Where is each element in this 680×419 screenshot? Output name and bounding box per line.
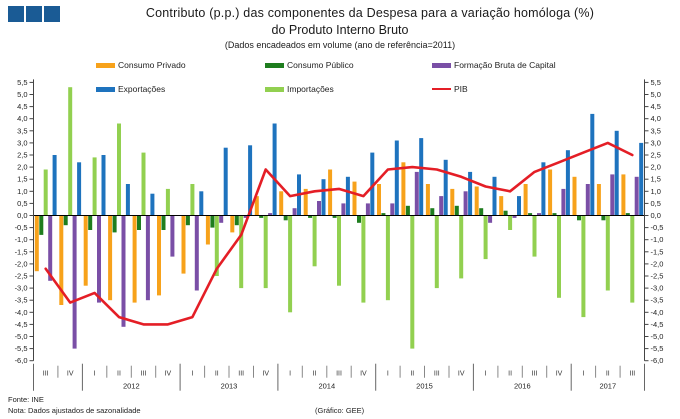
legend-label: Formação Bruta de Capital (454, 60, 556, 70)
bar-forma-o-bruta-de-capital (146, 216, 150, 301)
y-tick-label-right: 3,5 (650, 126, 661, 136)
bar-consumo-privado (353, 182, 357, 216)
bar-forma-o-bruta-de-capital (390, 203, 394, 215)
x-quarter-label: II (605, 370, 610, 378)
y-tick-label-right: 5,5 (650, 77, 661, 87)
bar-exporta-es (273, 124, 277, 216)
chart-title-line2: do Produto Interno Bruto (271, 23, 409, 37)
x-year-label: 2015 (416, 381, 433, 391)
bar-consumo-p-blico (357, 216, 361, 223)
bar-forma-o-bruta-de-capital (341, 203, 345, 215)
y-tick-label-right: -1,0 (650, 235, 664, 245)
y-tick-label-left: -1,5 (14, 247, 28, 257)
bar-exporta-es (126, 184, 130, 216)
bar-consumo-privado (84, 216, 88, 286)
y-tick-label-left: -5,5 (14, 344, 28, 354)
y-tick-label-left: -5,0 (14, 332, 28, 341)
bar-consumo-p-blico (284, 216, 288, 221)
bar-consumo-privado (597, 184, 601, 216)
legend-label: Consumo Privado (118, 60, 186, 70)
y-tick-label-left: 0,0 (17, 211, 28, 220)
source-note: Fonte: INE (8, 395, 44, 404)
x-quarter-label: II (410, 370, 415, 378)
x-quarter-label: IV (164, 370, 172, 378)
legend-label: Exportações (118, 84, 166, 94)
bar-exporta-es (322, 179, 326, 215)
bar-importa-es (93, 157, 97, 215)
y-tick-label-right: -6,0 (650, 356, 664, 366)
y-tick-label-right: 3,0 (650, 138, 661, 148)
bar-consumo-p-blico (186, 216, 190, 226)
bar-importa-es (68, 87, 72, 215)
x-quarter-label: I (582, 370, 585, 378)
x-quarter-label: III (531, 370, 538, 378)
x-quarter-label: III (42, 370, 49, 378)
bar-consumo-privado (133, 216, 137, 303)
x-quarter-label: III (238, 370, 245, 378)
bar-forma-o-bruta-de-capital (73, 216, 77, 349)
y-tick-label-left: 3,5 (17, 126, 28, 136)
bar-consumo-privado (548, 170, 552, 216)
bar-importa-es (557, 216, 561, 298)
bar-consumo-p-blico (577, 216, 581, 221)
bar-importa-es (533, 216, 537, 257)
y-tick-label-left: 5,5 (17, 77, 28, 87)
bar-forma-o-bruta-de-capital (561, 189, 565, 216)
y-tick-label-left: 1,0 (17, 186, 28, 196)
y-tick-label-left: 2,5 (17, 150, 28, 160)
y-tick-label-left: -1,0 (14, 235, 28, 245)
bar-importa-es (117, 124, 121, 216)
bar-importa-es (606, 216, 610, 291)
x-quarter-label: III (140, 370, 147, 378)
bar-consumo-p-blico (504, 211, 508, 216)
bar-forma-o-bruta-de-capital (439, 196, 443, 215)
y-tick-label-right: 4,0 (650, 114, 661, 124)
y-tick-label-left: -4,5 (14, 319, 28, 329)
y-tick-label-left: -0,5 (14, 223, 28, 233)
bar-exporta-es (224, 148, 228, 216)
bar-consumo-privado (426, 184, 430, 216)
bar-importa-es (410, 216, 414, 349)
bar-consumo-p-blico (39, 216, 43, 235)
bar-exporta-es (199, 191, 203, 215)
bar-importa-es (459, 216, 463, 279)
bar-importa-es (288, 216, 292, 313)
bar-consumo-privado (377, 184, 381, 216)
y-tick-label-right: 2,5 (650, 150, 661, 160)
y-tick-label-right: 5,0 (650, 90, 661, 99)
bar-importa-es (435, 216, 439, 289)
y-tick-label-left: -2,0 (14, 259, 28, 269)
x-quarter-label: II (214, 370, 219, 378)
bar-consumo-p-blico (137, 216, 141, 231)
x-quarter-label: I (289, 370, 292, 378)
bar-importa-es (337, 216, 341, 286)
bar-consumo-p-blico (210, 216, 214, 228)
bar-consumo-privado (499, 196, 503, 215)
x-quarter-label: III (433, 370, 440, 378)
bar-forma-o-bruta-de-capital (366, 203, 370, 215)
bar-consumo-privado (401, 162, 405, 215)
x-year-label: 2012 (122, 381, 140, 391)
bar-consumo-p-blico (430, 208, 434, 215)
y-tick-label-right: 0,0 (650, 211, 661, 220)
bar-forma-o-bruta-de-capital (586, 184, 590, 216)
y-tick-label-right: 4,5 (650, 102, 661, 112)
x-quarter-label: IV (360, 370, 367, 378)
chart-subtitle: (Dados encadeados em volume (ano de referência=2011) (224, 40, 456, 50)
bar-exporta-es (590, 114, 594, 216)
y-tick-label-right: -4,5 (650, 319, 664, 329)
bar-forma-o-bruta-de-capital (488, 216, 492, 223)
bar-forma-o-bruta-de-capital (415, 172, 419, 216)
legend-label: PIB (454, 84, 468, 94)
bar-forma-o-bruta-de-capital (610, 174, 614, 215)
bar-consumo-p-blico (406, 206, 410, 216)
y-tick-label-right: -5,0 (650, 332, 664, 341)
bar-exporta-es (53, 155, 57, 216)
y-tick-label-left: -4,0 (14, 307, 28, 317)
bar-exporta-es (639, 143, 643, 216)
y-tick-label-left: -6,0 (14, 356, 28, 366)
bar-consumo-privado (279, 191, 283, 215)
seasonality-note: Nota: Dados ajustados de sazonalidade (8, 406, 141, 415)
bar-consumo-privado (450, 189, 454, 216)
legend-label: Importações (287, 84, 334, 94)
bar-importa-es (190, 184, 194, 216)
bar-consumo-p-blico (113, 216, 117, 233)
y-tick-label-left: 4,0 (17, 114, 28, 124)
x-year-label: 2017 (599, 381, 617, 391)
bar-exporta-es (77, 162, 81, 215)
bar-consumo-p-blico (88, 216, 92, 231)
bar-importa-es (264, 216, 268, 289)
bar-forma-o-bruta-de-capital (317, 201, 321, 216)
y-tick-label-right: -3,5 (650, 295, 664, 305)
x-quarter-label: IV (457, 370, 465, 378)
bar-forma-o-bruta-de-capital (635, 177, 639, 216)
bar-consumo-privado (206, 216, 210, 245)
y-tick-label-right: -3,0 (650, 283, 664, 293)
bar-consumo-privado (182, 216, 186, 274)
bar-consumo-p-blico (162, 216, 166, 231)
x-year-label: 2016 (513, 381, 531, 391)
bar-importa-es (484, 216, 488, 260)
bar-importa-es (508, 216, 512, 231)
bar-consumo-p-blico (64, 216, 68, 226)
y-tick-label-right: 1,5 (650, 174, 661, 184)
bar-consumo-privado (108, 216, 112, 301)
bar-consumo-privado (157, 216, 161, 296)
bar-exporta-es (150, 194, 154, 216)
bar-forma-o-bruta-de-capital (293, 208, 297, 215)
bar-importa-es (44, 170, 48, 216)
bar-consumo-privado (328, 170, 332, 216)
y-tick-label-right: -4,0 (650, 307, 664, 317)
bar-exporta-es (346, 177, 350, 216)
legend-label: Consumo Público (287, 60, 354, 70)
x-quarter-label: I (386, 370, 389, 378)
bar-exporta-es (615, 131, 619, 216)
bar-consumo-p-blico (479, 208, 483, 215)
bar-consumo-p-blico (235, 216, 239, 226)
y-tick-label-left: 0,5 (17, 198, 28, 208)
bar-importa-es (386, 216, 390, 301)
bar-exporta-es (517, 196, 521, 215)
x-year-label: 2013 (220, 381, 238, 391)
y-tick-label-left: -2,5 (14, 271, 28, 281)
x-quarter-label: III (629, 370, 636, 378)
y-tick-label-right: -2,0 (650, 259, 664, 269)
bar-consumo-privado (35, 216, 39, 272)
x-quarter-label: I (93, 370, 96, 378)
x-quarter-label: IV (262, 370, 270, 378)
bar-forma-o-bruta-de-capital (219, 216, 223, 223)
x-quarter-label: IV (555, 370, 563, 378)
bar-importa-es (239, 216, 243, 289)
bar-consumo-privado (621, 174, 625, 215)
y-tick-label-right: 1,0 (650, 186, 661, 196)
bar-importa-es (361, 216, 365, 303)
graphic-credit: (Gráfico: GEE) (315, 406, 365, 415)
chart-title-line1: Contributo (p.p.) das componentes da Despesa para a variação homóloga (%) (145, 6, 595, 20)
x-quarter-label: III (336, 370, 342, 378)
y-tick-label-left: -3,5 (14, 295, 28, 305)
y-tick-label-left: 4,5 (17, 102, 28, 112)
y-tick-label-right: -5,5 (650, 344, 664, 354)
x-quarter-label: IV (66, 370, 74, 378)
bar-exporta-es (395, 141, 399, 216)
x-quarter-label: II (312, 370, 317, 378)
bar-importa-es (166, 189, 170, 216)
bar-importa-es (630, 216, 634, 303)
y-tick-label-left: 5,0 (17, 90, 28, 99)
x-quarter-label: II (508, 370, 513, 378)
bar-consumo-privado (524, 184, 528, 216)
y-tick-label-right: 0,5 (650, 198, 661, 208)
y-tick-label-right: 2,0 (650, 162, 661, 172)
bar-consumo-privado (573, 177, 577, 216)
bar-exporta-es (419, 138, 423, 215)
y-tick-label-left: 2,0 (17, 162, 28, 172)
x-quarter-label: II (117, 370, 121, 378)
x-quarter-label: I (484, 370, 487, 378)
bar-forma-o-bruta-de-capital (170, 216, 174, 257)
bar-importa-es (581, 216, 585, 318)
bar-forma-o-bruta-de-capital (122, 216, 126, 327)
y-tick-label-right: -1,5 (650, 247, 664, 257)
bar-consumo-p-blico (455, 206, 459, 216)
bar-consumo-privado (475, 187, 479, 216)
bar-importa-es (142, 153, 146, 216)
bar-exporta-es (102, 155, 106, 216)
bar-forma-o-bruta-de-capital (464, 191, 468, 215)
x-year-label: 2014 (318, 381, 336, 391)
y-tick-label-left: 3,0 (17, 138, 28, 148)
bar-consumo-privado (230, 216, 234, 233)
bar-consumo-p-blico (601, 216, 605, 221)
bar-importa-es (313, 216, 317, 267)
y-tick-label-left: -3,0 (14, 283, 28, 293)
bar-forma-o-bruta-de-capital (97, 216, 101, 303)
bar-exporta-es (493, 177, 497, 216)
y-tick-label-left: 1,5 (17, 174, 28, 184)
bar-forma-o-bruta-de-capital (195, 216, 199, 291)
y-tick-label-right: -2,5 (650, 271, 664, 281)
x-quarter-label: I (191, 370, 194, 378)
bar-exporta-es (444, 160, 448, 216)
y-tick-label-right: -0,5 (650, 223, 664, 233)
